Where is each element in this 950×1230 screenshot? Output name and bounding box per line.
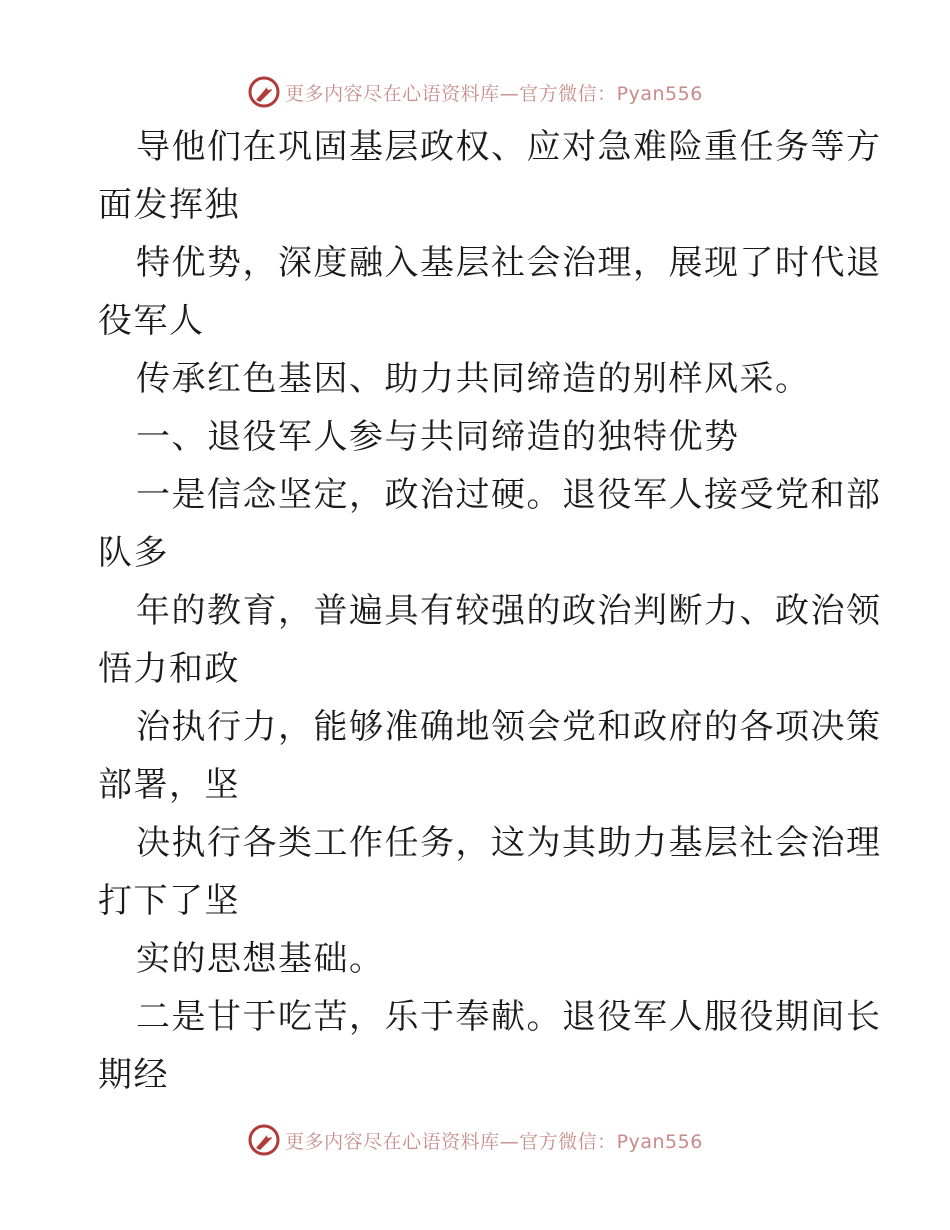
text-line: 决执行各类工作任务，这为其助力基层社会治理 <box>136 823 882 863</box>
document-body <box>98 118 882 1104</box>
footer-watermark <box>0 1120 950 1160</box>
text-line: 期经 <box>98 1055 169 1095</box>
text-line: 部署，坚 <box>98 765 240 805</box>
text-line: 年的教育，普遍具有较强的政治判断力、政治领 <box>136 591 882 631</box>
text-line: 实的思想基础。 <box>136 939 385 979</box>
text-line: 一、退役军人参与共同缔造的独特优势 <box>136 417 740 457</box>
text-line: 治执行力，能够准确地领会党和政府的各项决策 <box>136 707 882 747</box>
text-line: 队多 <box>98 533 169 573</box>
text-line: 一是信念坚定，政治过硬。退役军人接受党和部 <box>136 475 882 515</box>
watermark-text: 更多内容尽在心语资料库—官方微信：Pyan556 <box>285 82 703 105</box>
text-line: 二是甘于吃苦，乐于奉献。退役军人服役期间长 <box>136 997 882 1037</box>
text-line: 打下了坚 <box>98 881 240 921</box>
text-line: 面发挥独 <box>98 185 240 225</box>
text-line: 特优势，深度融入基层社会治理，展现了时代退 <box>136 243 882 283</box>
text-line: 悟力和政 <box>98 649 240 689</box>
text-line: 导他们在巩固基层政权、应对急难险重任务等方 <box>136 127 882 167</box>
header-watermark <box>0 72 950 112</box>
text-line: 役军人 <box>98 301 205 341</box>
text-line: 传承红色基因、助力共同缔造的别样风采。 <box>136 359 811 399</box>
watermark-text: 更多内容尽在心语资料库—官方微信：Pyan556 <box>285 1130 703 1153</box>
pen-nib-logo-icon <box>247 1123 281 1157</box>
pen-nib-logo-icon <box>247 75 281 109</box>
